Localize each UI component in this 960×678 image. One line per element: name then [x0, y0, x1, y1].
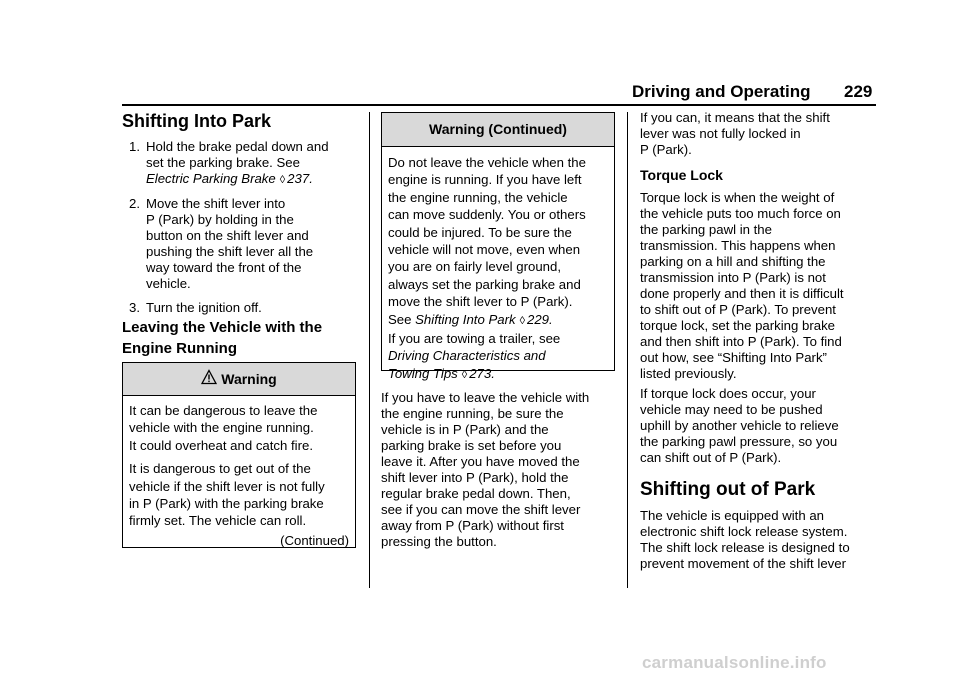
step-line: button on the shift lever and	[146, 228, 309, 243]
page-ref-icon: ◊	[461, 368, 468, 381]
body-line: and then shift into P (Park). To find	[640, 334, 842, 349]
column-divider-2	[627, 112, 628, 588]
warning-ref-line	[388, 311, 608, 330]
list-item	[122, 139, 362, 188]
body-line: transmission. This happens when	[640, 238, 836, 253]
page-ref-icon: ◊	[279, 174, 286, 186]
steps-list	[122, 139, 362, 324]
body-line: If torque lock does occur, your	[640, 386, 816, 401]
list-item	[122, 300, 362, 316]
ref-page[interactable]: 229	[527, 311, 550, 327]
body-line: regular brake pedal down. Then,	[381, 486, 571, 501]
warning-line: It is dangerous to get out of the	[129, 461, 311, 477]
body-line: P (Park).	[640, 142, 692, 157]
torque-lock-paragraph-2	[640, 386, 839, 466]
body-line: pressing the button.	[381, 534, 497, 549]
warning-line: could be injured. To be sure the	[388, 224, 572, 240]
watermark: carmanualsonline.info	[642, 653, 827, 672]
warning-title: Warning	[221, 371, 277, 387]
warning-line: you are on fairly level ground,	[388, 259, 562, 275]
warning-line: move the shift lever to P (Park).	[388, 294, 573, 310]
body-line: the vehicle puts too much force on	[640, 206, 841, 221]
warning-line: in P (Park) with the parking brake	[129, 496, 324, 512]
step-line: P (Park) by holding in the	[146, 212, 294, 227]
warning-icon	[201, 364, 217, 396]
heading-line: Engine Running	[122, 340, 237, 357]
heading-line: Leaving the Vehicle with the	[122, 319, 323, 336]
body-line: torque lock, set the parking brake	[640, 318, 835, 333]
heading-shifting-out-of-park: Shifting out of Park	[640, 479, 816, 500]
warning-line: It can be dangerous to leave the	[129, 403, 318, 418]
warning-header	[123, 363, 355, 396]
warning-line: engine is running. If you have left	[388, 172, 582, 188]
warning-line: vehicle with the engine running.	[129, 420, 314, 436]
warning-line: can move suddenly. You or others	[388, 207, 586, 223]
step-number: 2.	[129, 196, 140, 211]
ref-link-electric-parking-brake[interactable]: Electric Parking Brake	[146, 171, 276, 186]
continued-label: (Continued)	[280, 532, 349, 548]
section-title: Driving and Operating	[632, 82, 811, 101]
warning-body	[123, 396, 355, 555]
step-line: Hold the brake pedal down and	[146, 139, 329, 154]
body-line: uphill by another vehicle to relieve	[640, 418, 839, 433]
warning-continued-body	[382, 147, 614, 390]
step-number: 1.	[129, 139, 140, 154]
body-line: see if you can move the shift lever	[381, 502, 581, 517]
body-line: vehicle may need to be pushed	[640, 402, 823, 417]
warning-box	[122, 362, 356, 548]
step-line: Move the shift lever into	[146, 196, 286, 211]
shift-intro-paragraph	[640, 110, 830, 158]
body-line: parking on a hill and shifting the	[640, 254, 826, 269]
ref-tail: .	[549, 311, 553, 327]
heading-torque-lock: Torque Lock	[640, 167, 723, 183]
body-line: shift lever into P (Park), hold the	[381, 470, 569, 485]
step-line: way toward the front of the	[146, 260, 302, 275]
body-line: If you have to leave the vehicle with	[381, 390, 590, 405]
step-ref-line	[146, 171, 362, 188]
body-line: the parking pawl in the	[640, 222, 772, 237]
warning-line: If you are towing a trailer, see	[388, 331, 561, 347]
body-line: The vehicle is equipped with an	[640, 508, 825, 523]
step-line: set the parking brake. See	[146, 155, 300, 170]
step-line: vehicle.	[146, 276, 191, 291]
list-item	[122, 196, 362, 292]
step-line: pushing the shift lever all the	[146, 244, 314, 259]
warning-line: vehicle if the shift lever is not fully	[129, 478, 325, 494]
body-line: leave it. After you have moved the	[381, 454, 580, 469]
header-rule	[122, 104, 876, 106]
ref-link-towing-tips[interactable]: Towing Tips	[388, 365, 458, 381]
body-line: prevent movement of the shift lever	[640, 556, 846, 571]
body-line: listed previously.	[640, 366, 737, 381]
warning-line: firmly set. The vehicle can roll.	[129, 513, 307, 529]
warning-continued-header: Warning (Continued)	[382, 113, 614, 147]
torque-lock-paragraph-1	[640, 190, 844, 382]
ref-link-shifting-into-park[interactable]: Shifting Into Park	[415, 311, 516, 327]
body-line: done properly and then it is difficult	[640, 286, 844, 301]
ref-page[interactable]: 273	[469, 365, 492, 381]
body-line: vehicle is in P (Park) and the	[381, 422, 549, 437]
body-line: transmission into P (Park) is not	[640, 270, 826, 285]
ref-link-driving-characteristics[interactable]: Driving Characteristics and	[388, 348, 546, 364]
warning-line: vehicle will not move, even when	[388, 242, 581, 258]
column-divider-1	[369, 112, 370, 588]
warning-line: Do not leave the vehicle when the	[388, 155, 586, 170]
body-line: can shift out of P (Park).	[640, 450, 782, 465]
body-line: out how, see “Shifting Into Park”	[640, 350, 827, 365]
body-line: lever was not fully locked in	[640, 126, 801, 141]
ref-tail: .	[309, 171, 313, 186]
body-line: the engine running, be sure the	[381, 406, 564, 421]
page-number: 229	[844, 82, 873, 101]
warning-continued-box	[381, 112, 615, 381]
body-line: The shift lock release is designed to	[640, 540, 850, 555]
ref-tail: .	[491, 365, 495, 381]
see-prefix: See	[388, 311, 416, 327]
body-line: Torque lock is when the weight of	[640, 190, 835, 205]
body-line: If you can, it means that the shift	[640, 110, 830, 125]
leave-vehicle-paragraph	[381, 390, 589, 550]
heading-shifting-into-park: Shifting Into Park	[122, 111, 272, 131]
ref-page[interactable]: 237	[287, 171, 310, 186]
warning-line: It could overheat and catch fire.	[129, 437, 314, 453]
warning-line: the engine running, the vehicle	[388, 189, 568, 205]
body-line: to shift out of P (Park). To prevent	[640, 302, 836, 317]
body-line: electronic shift lock release system.	[640, 524, 848, 539]
shift-out-paragraph	[640, 508, 850, 572]
body-line: parking brake is set before you	[381, 438, 562, 453]
warning-line: always set the parking brake and	[388, 276, 581, 292]
step-line: Turn the ignition off.	[146, 300, 262, 315]
warning-ref-line	[388, 365, 608, 384]
body-line: the parking pawl pressure, so you	[640, 434, 838, 449]
body-line: away from P (Park) without first	[381, 518, 564, 533]
page-ref-icon: ◊	[519, 314, 526, 327]
step-number: 3.	[129, 300, 140, 315]
heading-leaving-vehicle	[122, 317, 322, 359]
